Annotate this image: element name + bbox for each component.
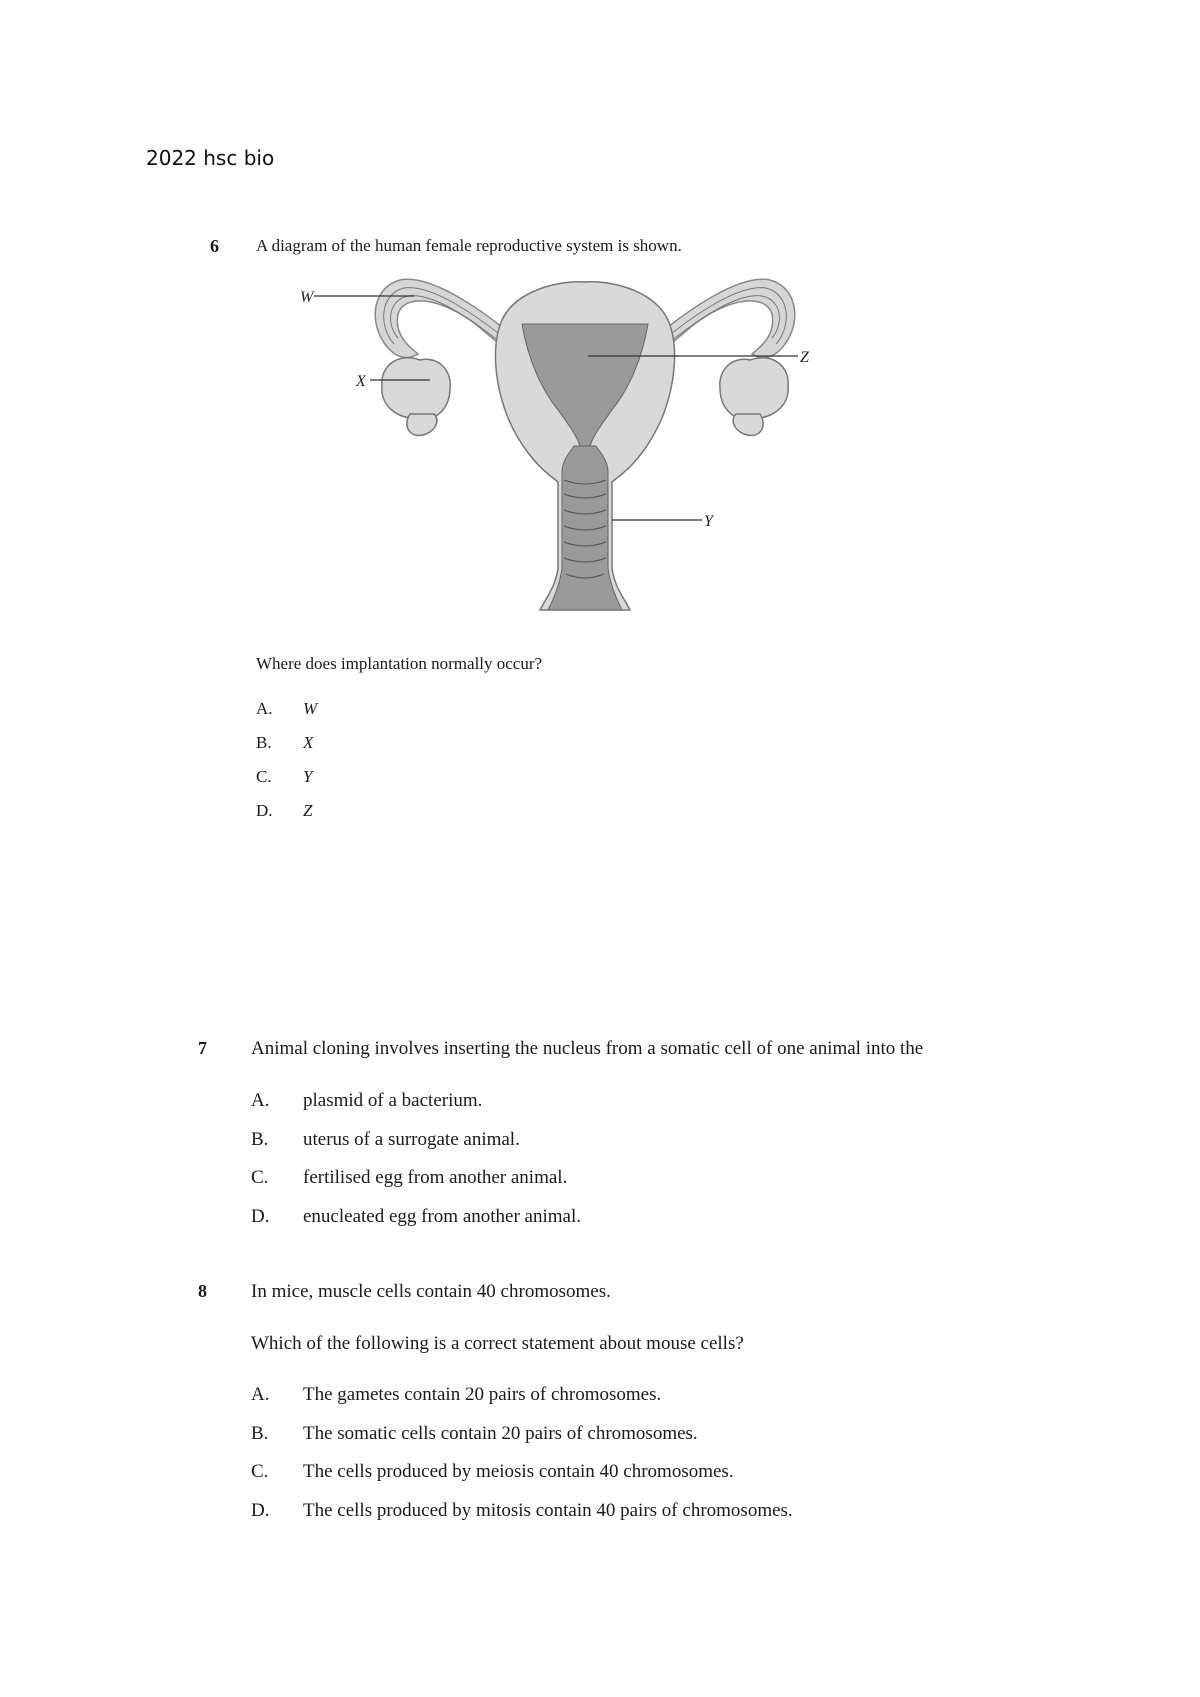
question-stem: Animal cloning involves inserting the nucleus from a somatic cell of one animal into the: [251, 1038, 924, 1059]
option-b[interactable]: X: [303, 733, 314, 752]
reproductive-system-diagram: [290, 268, 880, 628]
option-letter: D.: [251, 1500, 270, 1521]
question-prompt: Which of the following is a correct statement about mouse cells?: [251, 1333, 744, 1354]
option-letter: C.: [251, 1461, 269, 1482]
option-letter: D.: [251, 1206, 270, 1227]
option-a[interactable]: W: [303, 699, 318, 718]
question-number: 7: [198, 1038, 207, 1058]
option-letter: C.: [256, 767, 272, 786]
option-a[interactable]: The gametes contain 20 pairs of chromosomes.: [303, 1384, 662, 1405]
label-z: Z: [800, 349, 809, 366]
option-d[interactable]: Z: [303, 801, 313, 820]
option-letter: B.: [256, 733, 272, 752]
question-number: 8: [198, 1281, 207, 1301]
option-letter: B.: [251, 1129, 269, 1150]
question-stem: In mice, muscle cells contain 40 chromosomes.: [251, 1281, 611, 1302]
option-letter: D.: [256, 801, 273, 820]
option-letter: A.: [256, 699, 273, 718]
option-c[interactable]: Y: [303, 767, 313, 786]
option-d[interactable]: The cells produced by mitosis contain 40 pairs of chromosomes.: [303, 1500, 793, 1521]
question-prompt: Where does implantation normally occur?: [256, 654, 543, 673]
option-letter: A.: [251, 1384, 270, 1405]
label-x: X: [356, 373, 366, 390]
option-letter: B.: [251, 1423, 269, 1444]
option-d[interactable]: enucleated egg from another animal.: [303, 1206, 582, 1227]
option-b[interactable]: uterus of a surrogate animal.: [303, 1129, 520, 1150]
option-a[interactable]: plasmid of a bacterium.: [303, 1090, 483, 1111]
question-number: 6: [210, 236, 219, 256]
label-w: W: [300, 289, 314, 306]
option-c[interactable]: fertilised egg from another animal.: [303, 1167, 568, 1188]
page-header: 2022 hsc bio: [146, 146, 275, 170]
option-c[interactable]: The cells produced by meiosis contain 40 chromosomes.: [303, 1461, 734, 1482]
option-letter: C.: [251, 1167, 269, 1188]
option-letter: A.: [251, 1090, 270, 1111]
label-y: Y: [704, 513, 713, 530]
question-stem: A diagram of the human female reproductive system is shown.: [256, 236, 682, 255]
option-b[interactable]: The somatic cells contain 20 pairs of chromosomes.: [303, 1423, 698, 1444]
